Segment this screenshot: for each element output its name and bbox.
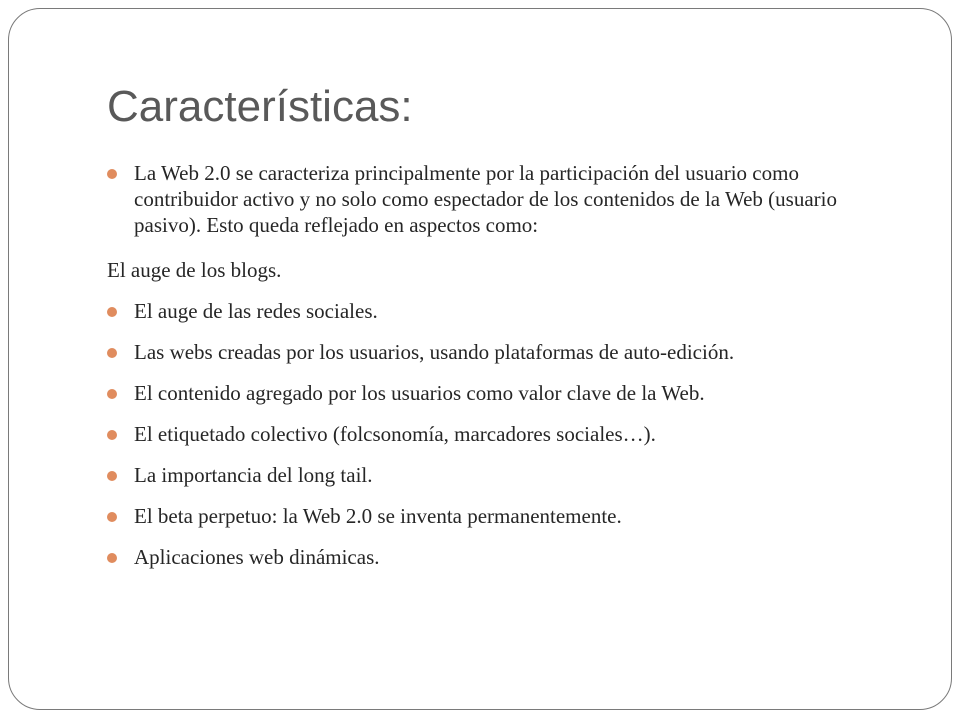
slide-title: Características: xyxy=(107,82,413,131)
list-item-text: Aplicaciones web dinámicas. xyxy=(134,545,380,569)
list-item-text: El contenido agregado por los usuarios como valor clave de la Web. xyxy=(134,381,705,405)
list-item xyxy=(107,462,867,488)
list-item-text: El etiquetado colectivo (folcsonomía, marcadores sociales…). xyxy=(134,422,656,446)
bullet-icon xyxy=(107,512,117,522)
bullet-icon xyxy=(107,169,117,179)
list-item xyxy=(107,544,867,570)
bullet-icon xyxy=(107,430,117,440)
list-item-text: La Web 2.0 se caracteriza principalmente por la participación del usuario como contribuidor activo y no solo como espectador de los contenidos de la Web (usuario pasivo). Esto queda reflejado en aspectos como: xyxy=(134,161,837,237)
list-item xyxy=(107,257,867,283)
list-item xyxy=(107,503,867,529)
list-item-text: El auge de las redes sociales. xyxy=(134,299,378,323)
bullet-icon xyxy=(107,389,117,399)
list-item xyxy=(107,298,867,324)
list-item xyxy=(107,380,867,406)
list-item-text: El auge de los blogs. xyxy=(107,258,282,282)
bullet-icon xyxy=(107,348,117,358)
bullet-icon xyxy=(107,553,117,563)
list-item xyxy=(107,160,859,238)
slide-body xyxy=(107,160,867,585)
list-item-text: El beta perpetuo: la Web 2.0 se inventa permanentemente. xyxy=(134,504,622,528)
list-item xyxy=(107,421,867,447)
list-item-text: La importancia del long tail. xyxy=(134,463,373,487)
bullet-icon xyxy=(107,471,117,481)
list-item-text: Las webs creadas por los usuarios, usando plataformas de auto-edición. xyxy=(134,340,735,364)
bullet-icon xyxy=(107,307,117,317)
list-item xyxy=(107,339,867,365)
